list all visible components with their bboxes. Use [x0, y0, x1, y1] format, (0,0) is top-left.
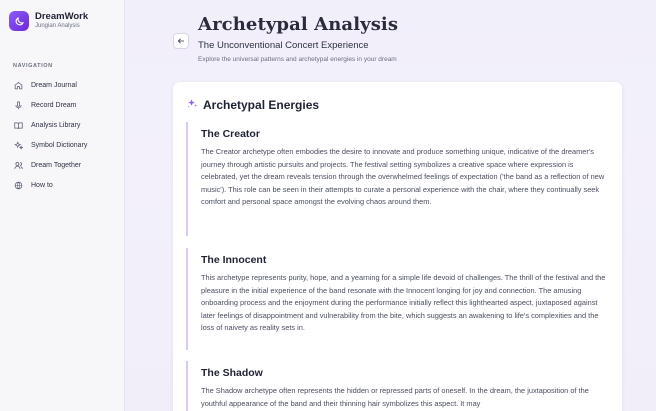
sidebar-item-label: How to: [31, 181, 53, 189]
page-description: Explore the universal patterns and archetypal energies in your dream: [198, 56, 397, 63]
arrow-left-icon: [177, 37, 185, 45]
archetype-description: This archetype represents purity, hope, and a yearning for a simple life devoid of challenges. The thrill of the festival and the pleasure in the initial experience of the band resonate with the Innocent longing for joy and connection. The amusing onboarding process and the enjoyment during the performance initially reflect this lighthearted aspect, juxtaposed against later feelings of disappointment and vulnerability from the bite, which suggests an awakening to life's complexities and the loss of naivety as reality sets in.: [201, 273, 606, 333]
brand[interactable]: [0, 0, 124, 31]
archetype-name: The Shadow: [201, 367, 263, 379]
sidebar-item-label: Dream Together: [31, 161, 82, 169]
sidebar-item-label: Analysis Library: [31, 121, 81, 129]
sidebar-item-dream-journal[interactable]: [13, 75, 118, 95]
archetype-section: [186, 248, 606, 350]
book-icon: [13, 120, 23, 130]
sidebar-item-dream-together[interactable]: [13, 155, 118, 175]
archetype-section: [186, 361, 606, 411]
sidebar-nav: [13, 75, 118, 195]
app-name: DreamWork: [35, 11, 89, 22]
archetypal-energies-card: [173, 82, 622, 411]
moon-icon: [9, 11, 29, 31]
nav-heading: NAVIGATION: [13, 63, 53, 69]
back-button[interactable]: [173, 33, 189, 49]
main-content: [125, 0, 656, 411]
card-title: Archetypal Energies: [203, 98, 320, 112]
sidebar-item-label: Record Dream: [31, 101, 77, 109]
sparkles-icon: [13, 140, 23, 150]
microphone-icon: [13, 100, 23, 110]
users-icon: [13, 160, 23, 170]
sparkles-icon: [187, 96, 198, 114]
sidebar-item-label: Symbol Dictionary: [31, 141, 88, 149]
sidebar-item-analysis-library[interactable]: [13, 115, 118, 135]
archetype-description: The Shadow archetype often represents the hidden or repressed parts of oneself. In the dream, the juxtaposition of the youthful appearance of the band and their thinning hair symbolizes this aspect. It may: [201, 386, 589, 408]
sidebar-item-how-to[interactable]: [13, 175, 118, 195]
page-subtitle: The Unconventional Concert Experience: [198, 40, 369, 51]
page-title: Archetypal Analysis: [198, 14, 399, 35]
archetype-description: The Creator archetype often embodies the desire to innovate and produce something unique, indicative of the dreamer's journey through artistic pursuits and projects. The festival setting symbolizes a creative space where expression is celebrated, yet the dream reveals tension through the overwhelmed feelings of expectation ('the band as a reflection of new music'). This role can be seen in their attempts to curate a personal experience with the chair, where they continually seek comfort and personal space amongst the evolving chaos around them.: [201, 147, 605, 207]
globe-icon: [13, 180, 23, 190]
archetype-name: The Creator: [201, 128, 260, 140]
sidebar-item-symbol-dictionary[interactable]: [13, 135, 118, 155]
archetype-section: [186, 122, 606, 236]
home-icon: [13, 80, 23, 90]
app-subtitle: Jungian Analysis: [35, 23, 80, 29]
sidebar-item-label: Dream Journal: [31, 81, 77, 89]
sidebar: [0, 0, 125, 411]
sidebar-item-record-dream[interactable]: [13, 95, 118, 115]
archetype-name: The Innocent: [201, 254, 267, 266]
card-header: [187, 96, 319, 114]
